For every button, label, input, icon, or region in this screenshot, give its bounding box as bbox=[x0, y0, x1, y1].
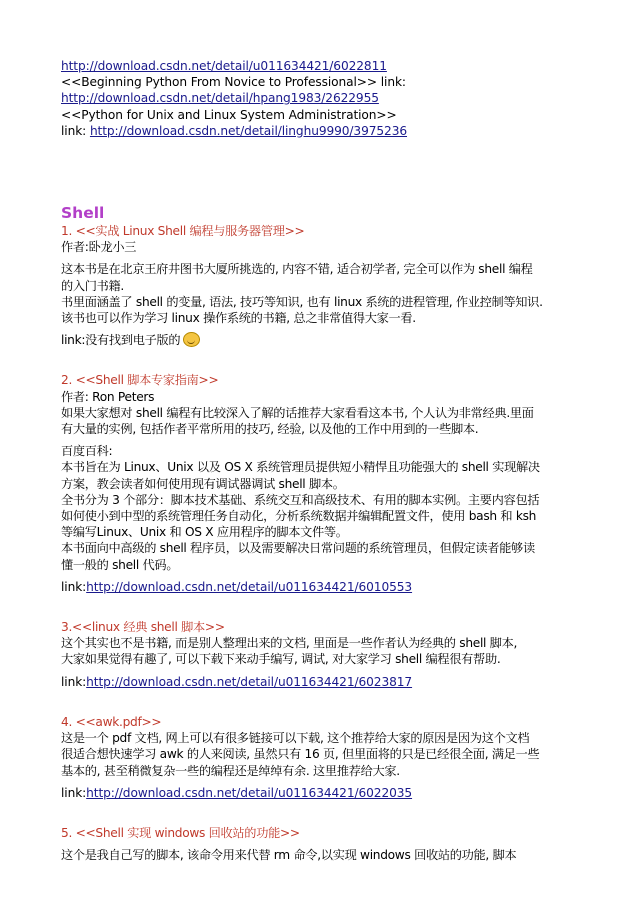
book1-desc-line: 这本书是在北京王府井图书大厦所挑选的, 内容不错, 适合初学者, 完全可以作为 shell 编程 bbox=[61, 262, 533, 277]
book2-baike-line: 等编写Linux、Unix 和 OS X 应用程序的脚本文件等。 bbox=[61, 525, 348, 540]
book2-author: 作者: Ron Peters bbox=[61, 389, 155, 404]
book2-link-row bbox=[61, 579, 591, 595]
book3-title: 3.<<linux 经典 shell 脚本>> bbox=[61, 620, 225, 635]
book1-desc-line: 书里面涵盖了 shell 的变量, 语法, 技巧等知识, 也有 linux 系统的进程管理, 作业控制等知识. bbox=[61, 294, 543, 309]
smiley-emoji-icon bbox=[183, 332, 200, 347]
intro-text-4: <<Python for Unix and Linux System Administration>> bbox=[61, 107, 397, 122]
shell-heading: Shell bbox=[61, 204, 105, 223]
book2-link-prefix: link: bbox=[61, 579, 87, 594]
document-page bbox=[61, 58, 591, 863]
book3-link-row bbox=[61, 674, 591, 690]
intro-link-5[interactable]: http://download.csdn.net/detail/linghu9990/3975236 bbox=[89, 123, 408, 138]
book3-link-prefix: link: bbox=[61, 674, 87, 689]
book1-link-row bbox=[61, 332, 591, 348]
book1-desc-line: 该书也可以作为学习 linux 操作系统的书籍, 总之非常值得大家一看. bbox=[61, 311, 416, 326]
book4-title: 4. <<awk.pdf>> bbox=[61, 714, 162, 729]
book2-baike-line: 如何使小到中型的系统管理任务自动化，分析系统数据并编辑配置文件，使用 bash 和 ksh bbox=[61, 509, 537, 524]
book4-link[interactable]: http://download.csdn.net/detail/u011634421/6022035 bbox=[86, 785, 413, 800]
book5-title: 5. <<Shell 实现 windows 回收站的功能>> bbox=[61, 825, 300, 840]
book1-author: 作者:卧龙小三 bbox=[61, 240, 137, 255]
book4-desc-line: 很适合想快速学习 awk 的人来阅读, 虽然只有 16 页, 但里面将的只是已经很全面, 满足一些 bbox=[61, 747, 540, 762]
book1-link-text: link:没有找到电子版的 bbox=[61, 333, 181, 348]
book2-baike-line: 方案，教会读者如何使用现有调试器调试 shell 脚本。 bbox=[61, 476, 345, 491]
intro-text-2: <<Beginning Python From Novice to Professional>> link: bbox=[61, 75, 406, 90]
book3-desc-line: 这个其实也不是书籍, 而是别人整理出来的文档, 里面是一些作者认为经典的 shell 脚本, bbox=[61, 636, 518, 651]
book2-title: 2. <<Shell 脚本专家指南>> bbox=[61, 373, 219, 388]
book2-baike-line: 本书旨在为 Linux、Unix 以及 OS X 系统管理员提供短小精悍且功能强大的 shell 实现解决 bbox=[61, 460, 540, 475]
book2-desc-line: 有大量的实例, 包括作者平常所用的技巧, 经验, 以及他的工作中用到的一些脚本. bbox=[61, 422, 479, 437]
book2-link[interactable]: http://download.csdn.net/detail/u011634421/6010553 bbox=[86, 579, 413, 594]
book3-link[interactable]: http://download.csdn.net/detail/u011634421/6023817 bbox=[86, 674, 413, 689]
book3-desc-line: 大家如果觉得有趣了, 可以下载下来动手编写, 调试, 对大家学习 shell 编程很有帮助. bbox=[61, 652, 501, 667]
book5-desc-line: 这个是我自己写的脚本, 该命令用来代替 rm 命令,以实现 windows 回收站的功能, 脚本 bbox=[61, 848, 517, 863]
book2-baike-line: 全书分为 3 个部分：脚本技术基础、系统交互和高级技术、有用的脚本实例。主要内容包括 bbox=[61, 492, 540, 507]
intro-link-3[interactable]: http://download.csdn.net/detail/hpang1983/2622955 bbox=[61, 91, 379, 106]
book1-title: 1. <<实战 Linux Shell 编程与服务器管理>> bbox=[61, 224, 305, 239]
book2-desc-line: 如果大家想对 shell 编程有比较深入了解的话推荐大家看看这本书, 个人认为非常经典.里面 bbox=[61, 405, 534, 420]
book2-baike-label: 百度百科: bbox=[61, 444, 113, 459]
intro-link-1[interactable]: http://download.csdn.net/detail/u011634421/6022811 bbox=[61, 59, 387, 73]
intro-link-prefix: link: bbox=[61, 123, 90, 138]
book2-baike-line: 懂一般的 shell 代码。 bbox=[61, 557, 179, 572]
book4-link-prefix: link: bbox=[61, 785, 87, 800]
book2-baike-line: 本书面向中高级的 shell 程序员，以及需要解决日常问题的系统管理员，但假定读者能够读 bbox=[61, 541, 535, 556]
book4-desc-line: 基本的, 甚至稍微复杂一些的编程还是绰绰有余. 这里推荐给大家. bbox=[61, 763, 400, 778]
book4-link-row bbox=[61, 785, 591, 801]
book4-desc-line: 这是一个 pdf 文档, 网上可以有很多链接可以下载, 这个推荐给大家的原因是因为这个文档 bbox=[61, 731, 530, 746]
book1-desc-line: 的入门书籍. bbox=[61, 278, 125, 293]
